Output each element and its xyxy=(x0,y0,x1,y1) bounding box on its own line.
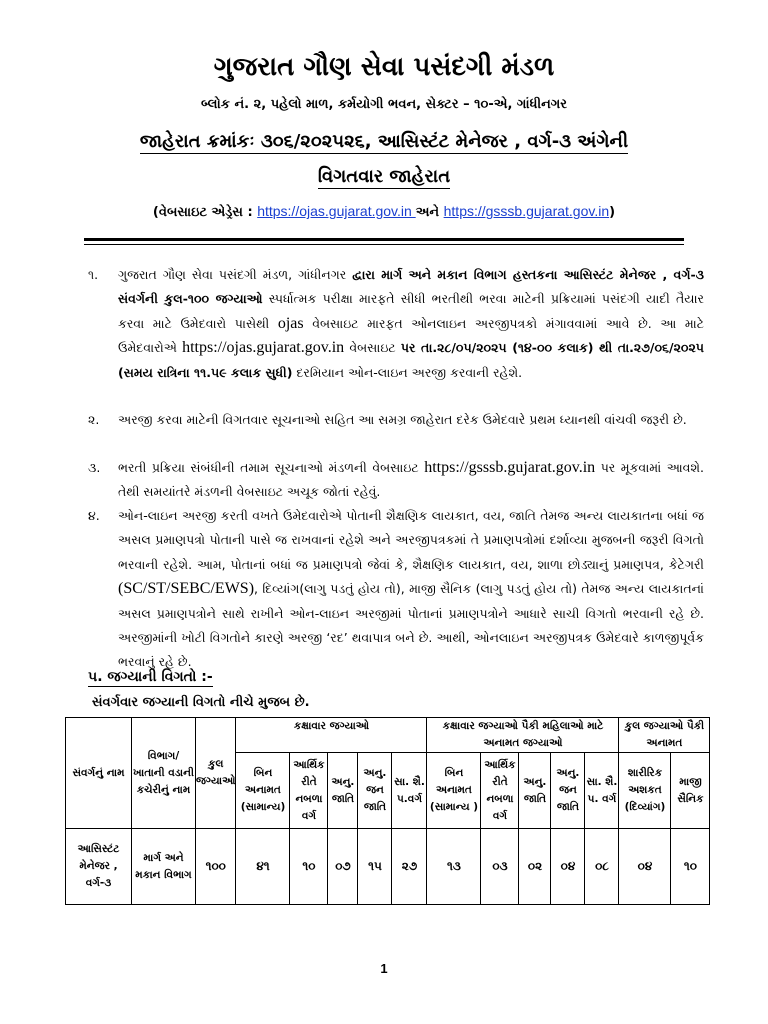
sub-header: બિન અનામત (સામાન્ય ) xyxy=(427,753,481,829)
paragraph-1-text xyxy=(118,263,704,385)
table-row xyxy=(66,829,710,905)
p4-categories: (SC/ST/SEBC/EWS) xyxy=(118,580,255,598)
p4-text-b: , દિવ્યાંગ(લાગુ પડતું હોય તો), માજી સૈનિક (લાગુ પડતું હોય તો) તેમજ અન્ય લાયકાતનાં અસલ પ્રમાણપત્રોને સાથે રાખીને ઓન-લાઇન અરજીમાં પોતાનાં પ્રમાણપત્રોને આધારે સાચી વિગતો ભરવાની રહે છે. અરજીમાંની ખોટી વિગતોને કારણે અરજી ‘રદ’ થવાપાત્ર બને છે. આથી, ઓનલાઇન અરજીપત્રક ઉમેદવારે કાળજીપૂર્વક ભરવાનું રહે છે. xyxy=(118,581,704,670)
detailed-advertisement-heading xyxy=(0,166,768,189)
sub-header: સા. શૈ. પ.વર્ગ xyxy=(392,753,427,829)
sub-header: અનુ. જાતિ xyxy=(328,753,358,829)
header-category-wise: કક્ષાવાર જગ્યાઓ xyxy=(236,718,427,753)
header-divider-thin xyxy=(84,244,684,245)
sub-header: બિન અનામત (સામાન્ય) xyxy=(236,753,290,829)
website-prefix: (વેબસાઇટ એડ્રેસ : xyxy=(152,205,258,220)
table-cell: ૦૨ xyxy=(519,829,551,905)
paragraph-1 xyxy=(88,263,704,385)
header-women-reserved: કક્ષાવાર જગ્યાઓ પૈકી મહિલાઓ માટે અનામત જગ્યાઓ xyxy=(427,718,619,753)
header-cadre-name: સંવર્ગનું નામ xyxy=(66,718,132,829)
header-total-posts: કુલ જગ્યાઓ xyxy=(196,718,236,829)
paragraph-4-text xyxy=(118,504,704,675)
board-address: બ્લોક નં. ૨, પહેલો માળ, કર્મયોગી ભવન, સેક્ટર – ૧૦-એ, ગાંધીનગર xyxy=(200,97,568,112)
p1-text-bold-post: દ્વારા માર્ગ અને મકાન વિભાગ હસ્તકના આસિસ્ટંટ મેનેજર , વર્ગ-૩ સંવર્ગની કુલ-૧૦૦ જગ્યાઓ xyxy=(118,267,704,307)
header-total-reserved: કુલ જગ્યાઓ પૈકી અનામત xyxy=(619,718,710,753)
p1-text-a: ગુજરાત ગૌણ સેવા પસંદગી મંડળ, ગાંધીનગર xyxy=(118,267,353,282)
sub-header: માજી સૈનિક xyxy=(671,753,710,829)
advertisement-heading xyxy=(0,131,768,154)
vacancy-table xyxy=(65,717,710,905)
p4-text-a: ઓન-લાઇન અરજી કરતી વખતે ઉમેદવારોએ પોતાની શૈક્ષણિક લાયકાત, વય, જાતિ તેમજ અન્ય લાયકાતના બધાં જ અસલ પ્રમાણપત્રો પોતાની પાસે જ રાખવાનાં રહેશે અને અરજીપત્રકમાં તે પ્રમાણપત્રોમાં દર્શાવ્યા મુજબની જરૂરી વિગતો ભરવાની રહેશે. આમ, પોતાનાં બધાં જ પ્રમાણપત્રો જેવાં કે, શૈક્ષણિક લાયકાત, વય, શાળા છોડ્યાનું પ્રમાણપત્ર, કેટેગરી xyxy=(118,508,704,572)
table-cell: ૧૩ xyxy=(427,829,481,905)
sub-header: અનુ. જાતિ xyxy=(519,753,551,829)
paragraph-4-number: ૪. xyxy=(88,508,100,523)
table-cell: ૪૧ xyxy=(236,829,290,905)
section-5-heading-text: ૫. જગ્યાની વિગતો :- xyxy=(88,669,213,685)
p1-ojas-url: https://ojas.gujarat.gov.in xyxy=(182,339,345,357)
header-department: વિભાગ/ ખાતાની વડાની કચેરીનું નામ xyxy=(132,718,196,829)
section-5-heading xyxy=(88,669,213,687)
website-line xyxy=(0,203,768,220)
paragraph-3-number: ૩. xyxy=(88,460,101,475)
website-and: અને xyxy=(415,205,444,220)
paragraph-2-text: અરજી કરવા માટેની વિગતવાર સૂચનાઓ સહિત આ સમગ્ર જાહેરાત દરેક ઉમેદવારે પ્રથમ ધ્યાનથી વાંચવી જરૂરી છે. xyxy=(118,412,687,427)
p1-text-bold-dates: પર તા.૨૮/૦૫/૨૦૨૫ (૧૪-૦૦ કલાક) થી તા.૨૭/૦૬/૨૦૨૫ (સમય રાત્રિના ૧૧.૫૯ કલાક સુધી) xyxy=(118,340,704,380)
p1-text-e: દરમિયાન ઓન-લાઇન અરજી કરવાની રહેશે. xyxy=(292,364,523,380)
table-cell: ૦૮ xyxy=(585,829,619,905)
section-5-note: સંવર્ગવાર જગ્યાની વિગતો નીચે મુજબ છે. xyxy=(92,695,310,710)
p3-gsssb-url: https://gsssb.gujarat.gov.in xyxy=(424,459,596,476)
table-cell: ૨૭ xyxy=(392,829,427,905)
table-header-row-1 xyxy=(66,718,710,753)
p1-text-c: વેબસાઇટ મારફત ઓનલાઇન અરજીપત્રકો મંગાવવામાં આવે છે. આ માટે ઉમેદવારોએ xyxy=(118,315,705,356)
sub-header: અનુ. જન જાતિ xyxy=(358,753,392,829)
sub-header: આર્થિક રીતે નબળા વર્ગ xyxy=(481,753,519,829)
table-cell: ૧૦ xyxy=(671,829,710,905)
cell-cadre: આસિસ્ટંટ મેનેજર , વર્ગ-૩ xyxy=(66,829,132,905)
cell-department: માર્ગ અને મકાન વિભાગ xyxy=(132,829,196,905)
ojas-website-link[interactable]: https://ojas.gujarat.gov.in xyxy=(257,203,416,219)
p1-ojas: ojas xyxy=(277,314,304,332)
p3-text-b: પર મૂકવામાં આવશે. તેથી સમયાંતરે મંડળની વેબસાઇટ અચૂક જોતાં રહેવું. xyxy=(118,460,704,500)
cell-total: ૧૦૦ xyxy=(196,829,236,905)
table-cell: ૧૦ xyxy=(290,829,328,905)
paragraph-1-number: ૧. xyxy=(88,267,99,282)
table-cell: ૧૫ xyxy=(358,829,392,905)
table-cell: ૦૭ xyxy=(328,829,358,905)
paragraph-3-text xyxy=(118,456,704,505)
paragraph-3 xyxy=(88,456,704,505)
table-cell: ૦૩ xyxy=(481,829,519,905)
sub-header: સા. શૈ. પ. વર્ગ xyxy=(585,753,619,829)
p1-text-b: સ્પર્ધાત્મક પરીક્ષા મારફતે સીધી ભરતીથી ભરવા માટેની પ્રક્રિયામાં પસંદગી યાદી તૈયાર કરવા માટે ઉમેદવારો પાસેથી xyxy=(118,291,704,331)
p1-text-d: વેબસાઇટ xyxy=(344,340,401,356)
board-title: ગુજરાત ગૌણ સેવા પસંદગી મંડળ xyxy=(213,52,555,82)
table-cell: ૦૪ xyxy=(551,829,585,905)
paragraph-4 xyxy=(88,504,704,675)
advertisement-number: જાહેરાત ક્રમાંકઃ ૩૦૬/૨૦૨૫૨૬, આસિસ્ટંટ મેનેજર , વર્ગ-૩ અંગેની xyxy=(139,131,629,152)
sub-header: અનુ. જન જાતિ xyxy=(551,753,585,829)
sub-header: આર્થિક રીતે નબળા વર્ગ xyxy=(290,753,328,829)
page-number: 1 xyxy=(380,961,388,976)
paragraph-2-number: ૨. xyxy=(88,412,100,427)
p3-text-a: ભરતી પ્રક્રિયા સંબંધીની તમામ સૂચનાઓ મંડળની વેબસાઇટ xyxy=(118,460,425,475)
website-suffix: ) xyxy=(609,205,616,220)
paragraph-2 xyxy=(88,408,704,432)
gsssb-website-link[interactable]: https://gsssb.gujarat.gov.in xyxy=(443,203,610,219)
header-divider-thick xyxy=(84,238,684,241)
detailed-advertisement-label: વિગતવાર જાહેરાત xyxy=(317,166,451,187)
table-cell: ૦૪ xyxy=(619,829,671,905)
sub-header: શારીરિક અશકત (દિવ્યાંગ) xyxy=(619,753,671,829)
